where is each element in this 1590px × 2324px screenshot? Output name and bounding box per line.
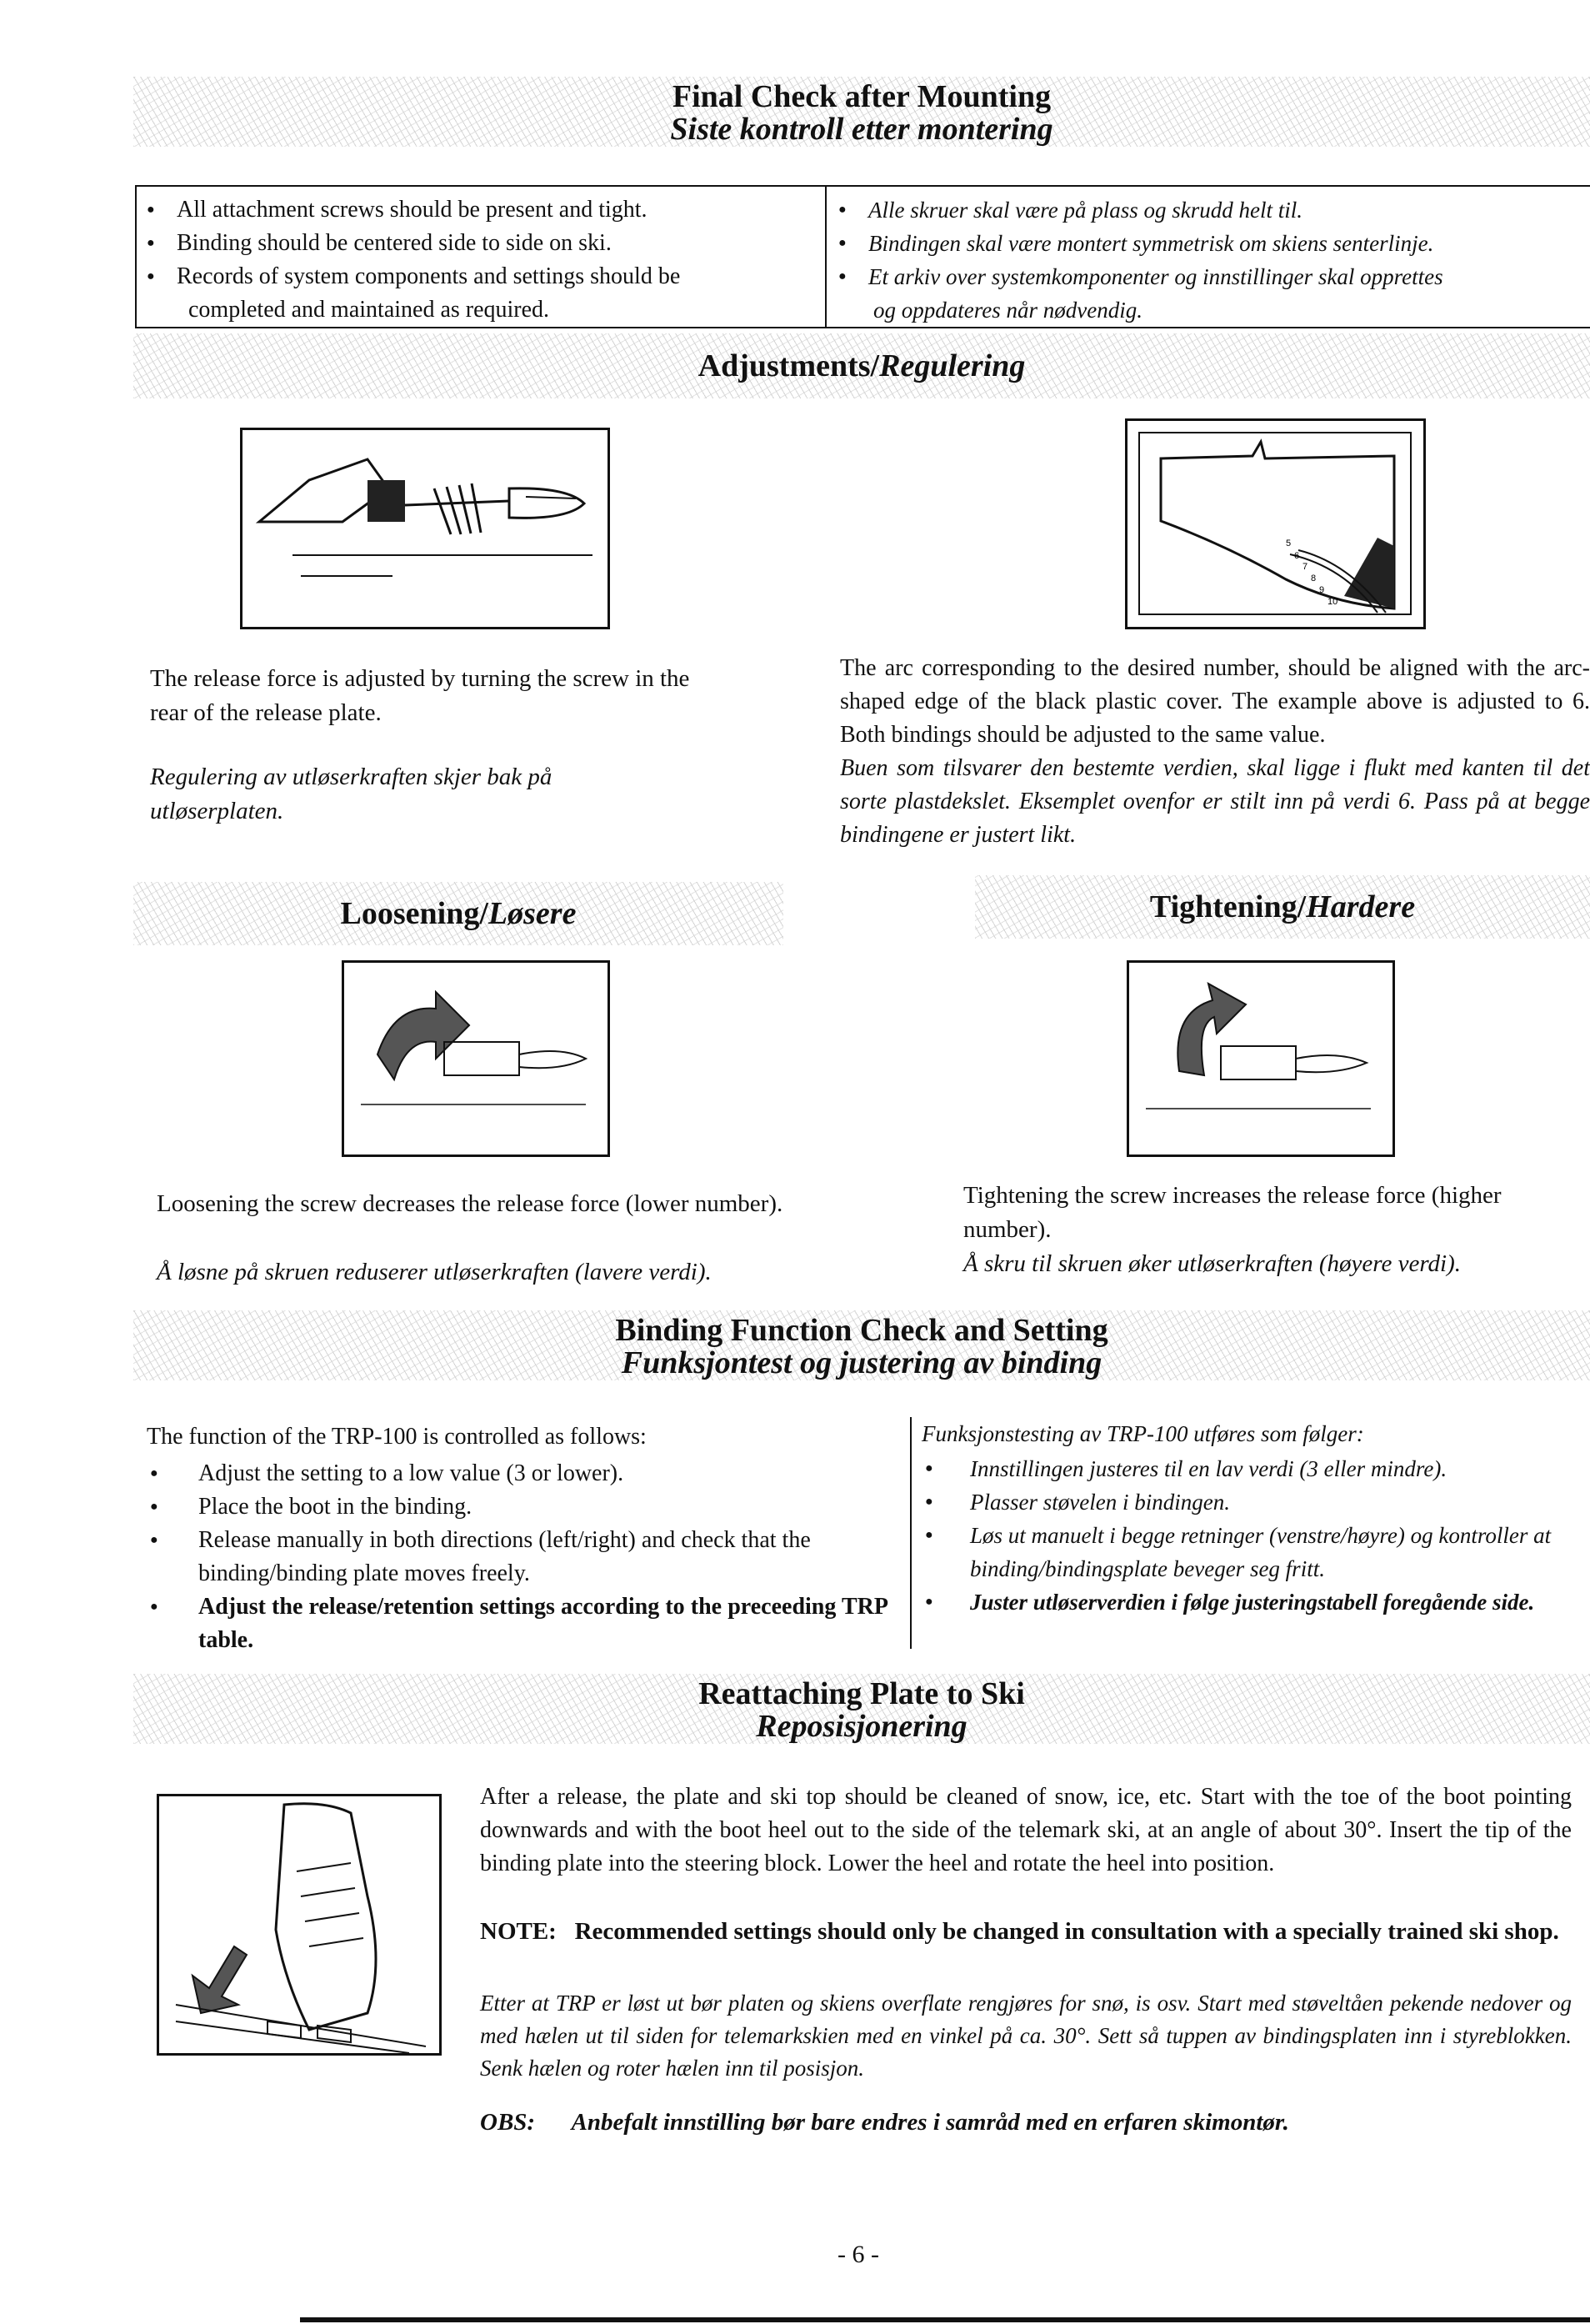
tightening-no: Å skru til skruen øker utløserkraften (høyere verdi). [963,1250,1462,1277]
list-item: ● Release manually in both directions (left/right) and check that the binding/binding plate moves freely. [147,1524,888,1590]
bottom-rule [300,2317,1590,2322]
adjustments-left-en: The release force is adjusted by turning the screw in the rear of the release plate. [150,665,690,726]
scale-tick-5: 5 [1286,538,1292,548]
final-check-header [133,77,1590,147]
tightening-en: Tightening the screw increases the release force (higher number). [963,1182,1502,1243]
adjustments-title-no: Regulering [879,348,1026,383]
function-check-en [147,1420,888,1657]
list-item-continuation: completed and maintained as required. [143,293,688,328]
obs-label: OBS: [480,2109,536,2136]
reattaching-note [480,1914,1572,1949]
tightening-title-no: Hardere [1306,889,1416,924]
reattaching-obs [480,2106,1572,2139]
scale-tick-6: 6 [1294,551,1300,561]
loosening-figure [342,960,610,1157]
note-label: NOTE: [480,1918,557,1945]
loosening-title: Loosening/ [340,896,488,931]
scale-tick-7: 7 [1302,562,1308,572]
final-check-box [135,185,1590,328]
list-item: ● Bindingen skal være montert symmetrisk om skiens senterlinje. [835,227,1590,260]
loosening-header [133,882,783,945]
scale-tick-9: 9 [1319,585,1325,595]
function-check-intro-en: The function of the TRP-100 is controlled as follows: [147,1424,647,1450]
function-check-title: Binding Function Check and Setting [615,1313,1108,1348]
function-check-no [922,1417,1580,1619]
function-check-intro-no: Funksjonstesting av TRP-100 utføres som følger: [922,1421,1364,1446]
scale-tick-10: 10 [1328,597,1338,607]
adjustments-title: Adjustments/ [698,348,880,383]
reattaching-illustration [159,1796,439,2053]
tightening-figure [1127,960,1395,1157]
list-item: ● Records of system components and settings should be [143,260,818,293]
list-item: ● Adjust the setting to a low value (3 or lower). [147,1457,888,1490]
loosening-title-no: Løsere [488,896,577,931]
final-check-no [835,193,1590,328]
tightening-illustration [1129,963,1392,1154]
page-number: - 6 - [838,2241,879,2268]
obs-text: Anbefalt innstilling bør bare endres i samråd med en erfaren skimontør. [571,2109,1289,2136]
column-divider [825,187,827,327]
reattaching-figure [157,1794,442,2056]
list-item: ● Alle skruer skal være på plass og skrudd helt til. [835,193,1590,227]
list-item: ● Place the boot in the binding. [147,1490,888,1524]
tightening-title: Tightening/ [1149,889,1307,924]
list-item: ● Adjust the release/retention settings according to the preceeding TRP table. [147,1590,888,1657]
reattaching-title-no: Reposisjonering [756,1709,968,1744]
list-item: ● Et arkiv over systemkomponenter og innstillinger skal opprettes [835,260,1590,293]
adjustments-right-no: Buen som tilsvarer den bestemte verdien, skal ligge i flukt med kanten til det sorte plastdekslet. Eksemplet ovenfor er stilt inn på verdi 6. Pass på at begge bindingene er justert likt. [840,755,1590,848]
note-text: Recommended settings should only be changed in consultation with a specially trained ski shop. [574,1918,1559,1945]
list-item: ● Juster utløserverdien i følge justeringstabell foregående side. [922,1585,1580,1619]
function-check-title-no: Funksjontest og justering av binding [621,1345,1102,1380]
list-item: ● Løs ut manuelt i begge retninger (venstre/høyre) og kontroller at binding/bindingsplate beveger seg fritt. [922,1519,1580,1585]
screwdriver-illustration [242,430,608,627]
final-check-title: Final Check after Mounting [672,79,1052,114]
loosening-en: Loosening the screw decreases the release force (lower number). [157,1190,783,1217]
scale-illustration [1128,421,1423,627]
function-check-header [133,1310,1590,1380]
final-check-title-no: Siste kontroll etter montering [670,112,1053,147]
scale-figure [1125,418,1426,629]
column-divider [910,1417,912,1649]
adjustments-right-en: The arc corresponding to the desired number, should be aligned with the arc-shaped edge of the black plastic cover. The example above is adjusted to 6. Both bindings should be adjusted to the same value. [840,655,1590,748]
loosening-no: Å løsne på skruen reduserer utløserkraften (lavere verdi). [157,1259,712,1285]
screwdriver-figure [240,428,610,629]
list-item: ● All attachment screws should be present and tight. [143,193,818,227]
loosening-illustration [344,963,608,1154]
scale-tick-8: 8 [1311,573,1317,584]
list-item: ● Innstillingen justeres til en lav verdi (3 eller mindre). [922,1452,1580,1485]
list-item-continuation: og oppdateres når nødvendig. [835,293,1590,328]
adjustments-header [133,333,1590,398]
adjustments-left-no: Regulering av utløserkraften skjer bak på utløserplaten. [150,764,552,824]
reattaching-en: After a release, the plate and ski top should be cleaned of snow, ice, etc. Start with the toe of the boot pointing downwards and with the boot heel out to the side of the telemark ski, at an angle of about 30°. Insert the tip of the binding plate into the steering block. Lower the heel and rotate the heel into position. [480,1784,1572,1876]
reattaching-header [133,1674,1590,1744]
reattaching-title: Reattaching Plate to Ski [698,1676,1025,1711]
list-item: ● Binding should be centered side to side on ski. [143,227,818,260]
final-check-en [143,193,818,328]
reattaching-no: Etter at TRP er løst ut bør platen og skiens overflate rengjøres for snø, is osv. Start med støveltåen pekende nedover og med hælen ut til siden for telemarkskien med en vinkel på ca. 30°. Sett så tuppen av bindingsplaten inn i styreblokken. Senk hælen og roter hælen inn til posisjon. [480,1991,1572,2081]
tightening-header [975,875,1590,939]
list-item: ● Plasser støvelen i bindingen. [922,1485,1580,1519]
